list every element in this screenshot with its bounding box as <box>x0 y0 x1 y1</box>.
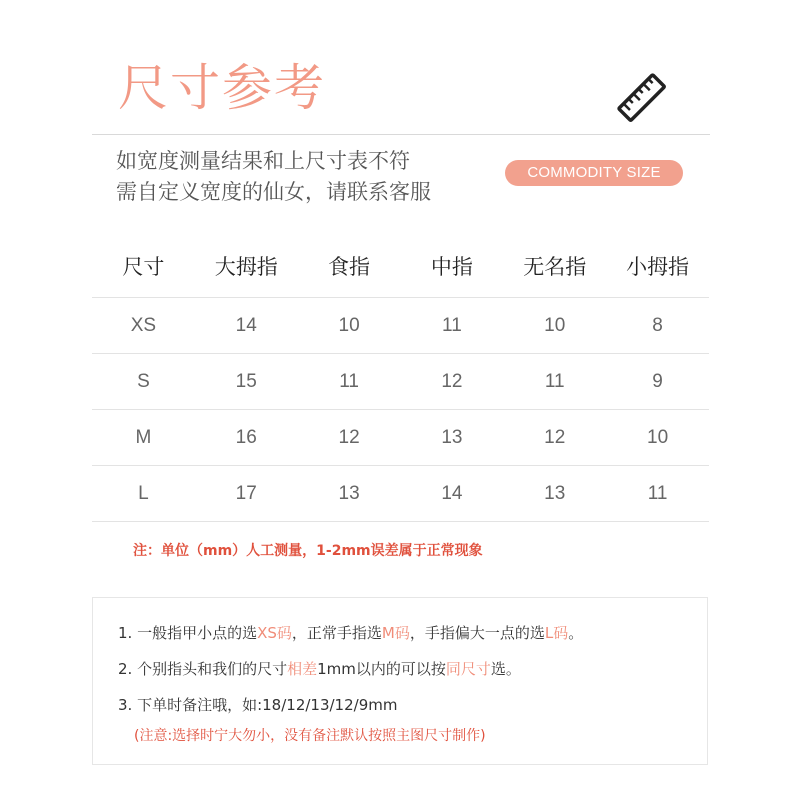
table-cell: 10 <box>606 410 709 466</box>
column-header: 中指 <box>400 234 503 298</box>
column-header: 尺寸 <box>92 234 195 298</box>
instruction-text: 1. 一般指甲小点的选 <box>118 624 258 642</box>
table-cell: 13 <box>400 410 503 466</box>
column-header: 食指 <box>298 234 401 298</box>
table-row <box>92 298 709 354</box>
table-cell: 11 <box>606 466 709 522</box>
table-cell: 11 <box>298 354 401 410</box>
table-cell: 10 <box>298 298 401 354</box>
unit-note: 注：单位（mm）人工测量，1-2mm误差属于正常现象 <box>133 543 483 559</box>
instruction-text: 2. 个别指头和我们的尺寸 <box>118 660 288 678</box>
table-cell: 9 <box>606 354 709 410</box>
instruction-highlight: XS码 <box>257 624 292 642</box>
table-cell: 11 <box>400 298 503 354</box>
instruction-item-2 <box>118 658 521 679</box>
instruction-highlight: 同尺寸 <box>445 660 491 678</box>
instruction-highlight: M码 <box>381 624 410 642</box>
table-cell: 12 <box>298 410 401 466</box>
intro-text <box>116 146 431 208</box>
table-cell: M <box>92 410 195 466</box>
instruction-text: 1mm以内的可以按 <box>317 660 446 678</box>
instruction-text: 选。 <box>490 660 521 678</box>
size-table <box>92 234 709 522</box>
intro-line-1: 如宽度测量结果和上尺寸表不符 <box>116 149 410 173</box>
column-header: 小拇指 <box>606 234 709 298</box>
table-cell: 13 <box>503 466 606 522</box>
instruction-highlight: L码 <box>544 624 569 642</box>
table-cell: 8 <box>606 298 709 354</box>
table-cell: 12 <box>400 354 503 410</box>
ruler-icon <box>614 70 670 126</box>
column-header: 无名指 <box>503 234 606 298</box>
instruction-text: ，正常手指选 <box>291 624 382 642</box>
table-cell: 11 <box>503 354 606 410</box>
table-cell: XS <box>92 298 195 354</box>
intro-line-2: 需自定义宽度的仙女，请联系客服 <box>116 180 431 204</box>
instruction-text: 。 <box>568 624 584 642</box>
instruction-item-3: 3. 下单时备注哦，如:18/12/13/12/9mm <box>118 696 398 714</box>
table-row <box>92 466 709 522</box>
table-row <box>92 354 709 410</box>
table-cell: 12 <box>503 410 606 466</box>
title-divider <box>92 134 710 135</box>
table-cell: 10 <box>503 298 606 354</box>
table-header-row <box>92 234 709 298</box>
commodity-size-badge: COMMODITY SIZE <box>505 160 683 186</box>
table-cell: 17 <box>195 466 298 522</box>
table-cell: 16 <box>195 410 298 466</box>
table-cell: 15 <box>195 354 298 410</box>
table-cell: L <box>92 466 195 522</box>
page-title: 尺寸参考 <box>118 59 326 117</box>
table-cell: S <box>92 354 195 410</box>
table-row <box>92 410 709 466</box>
column-header: 大拇指 <box>195 234 298 298</box>
table-cell: 13 <box>298 466 401 522</box>
table-cell: 14 <box>195 298 298 354</box>
instruction-highlight: 相差 <box>287 660 318 678</box>
instruction-text: ，手指偏大一点的选 <box>409 624 545 642</box>
instruction-item-1 <box>118 622 583 643</box>
table-cell: 14 <box>400 466 503 522</box>
instruction-remark: (注意:选择时宁大勿小，没有备注默认按照主图尺寸制作) <box>134 728 486 744</box>
